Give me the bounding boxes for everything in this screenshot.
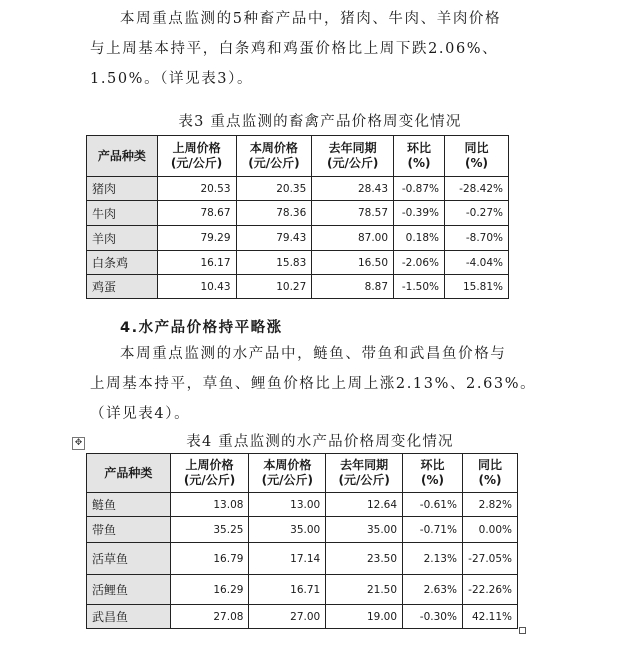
last-week-price: 10.43 xyxy=(157,275,236,299)
table4-header-this-week: 本周价格 (元/公斤) xyxy=(249,454,326,493)
table-row xyxy=(87,275,509,299)
table4-header-last-year: 去年同期 (元/公斤) xyxy=(326,454,403,493)
product-name: 带鱼 xyxy=(87,517,171,543)
table-row xyxy=(87,543,518,575)
yoy-change: -8.70% xyxy=(445,226,509,251)
last-week-price: 13.08 xyxy=(170,493,249,517)
yoy-change: -22.26% xyxy=(462,575,517,605)
table-row xyxy=(87,201,509,226)
table4-header-mom: 环比 (%) xyxy=(403,454,463,493)
this-week-price: 78.36 xyxy=(236,201,312,226)
mom-change: -2.06% xyxy=(394,251,445,275)
table4-header-last-week: 上周价格 (元/公斤) xyxy=(170,454,249,493)
mom-change: -0.30% xyxy=(403,605,463,629)
this-week-price: 16.71 xyxy=(249,575,326,605)
last-year-price: 87.00 xyxy=(312,226,394,251)
last-week-price: 16.79 xyxy=(170,543,249,575)
this-week-price: 15.83 xyxy=(236,251,312,275)
last-week-price: 78.67 xyxy=(157,201,236,226)
table4-header-row xyxy=(87,454,518,493)
section4-heading: 4.水产品价格持平略涨 xyxy=(120,320,283,336)
product-name: 羊肉 xyxy=(87,226,158,251)
section4-line-2: 上周基本持平，草鱼、鲤鱼价格比上周上涨2.13%、2.63%。 xyxy=(90,376,537,392)
table-row xyxy=(87,575,518,605)
yoy-change: -28.42% xyxy=(445,177,509,201)
last-week-price: 35.25 xyxy=(170,517,249,543)
mom-change: -0.87% xyxy=(394,177,445,201)
mom-change: -0.71% xyxy=(403,517,463,543)
last-year-price: 8.87 xyxy=(312,275,394,299)
table-row xyxy=(87,493,518,517)
table3-header-mom: 环比 (%) xyxy=(394,136,445,177)
yoy-change: -4.04% xyxy=(445,251,509,275)
mom-change: -0.61% xyxy=(403,493,463,517)
yoy-change: -27.05% xyxy=(462,543,517,575)
table-row xyxy=(87,517,518,543)
yoy-change: -0.27% xyxy=(445,201,509,226)
this-week-price: 17.14 xyxy=(249,543,326,575)
yoy-change: 0.00% xyxy=(462,517,517,543)
table-row xyxy=(87,251,509,275)
table4-header-product: 产品种类 xyxy=(87,454,171,493)
last-year-price: 23.50 xyxy=(326,543,403,575)
last-year-price: 19.00 xyxy=(326,605,403,629)
last-year-price: 35.00 xyxy=(326,517,403,543)
this-week-price: 20.35 xyxy=(236,177,312,201)
table-resize-handle[interactable] xyxy=(519,627,526,634)
yoy-change: 2.82% xyxy=(462,493,517,517)
mom-change: -1.50% xyxy=(394,275,445,299)
table3-header-row xyxy=(87,136,509,177)
product-name: 牛肉 xyxy=(87,201,158,226)
product-name: 武昌鱼 xyxy=(87,605,171,629)
table-row xyxy=(87,226,509,251)
mom-change: 0.18% xyxy=(394,226,445,251)
intro-line-2: 与上周基本持平，白条鸡和鸡蛋价格比上周下跌2.06%、 xyxy=(90,41,499,57)
yoy-change: 15.81% xyxy=(445,275,509,299)
table-row xyxy=(87,605,518,629)
product-name: 白条鸡 xyxy=(87,251,158,275)
table4-header-yoy: 同比 (%) xyxy=(462,454,517,493)
intro-line-3: 1.50%。（详见表3）。 xyxy=(90,71,254,87)
yoy-change: 42.11% xyxy=(462,605,517,629)
intro-line-1: 本周重点监测的5种畜产品中，猪肉、牛肉、羊肉价格 xyxy=(120,11,502,27)
last-year-price: 21.50 xyxy=(326,575,403,605)
livestock-price-table xyxy=(86,135,509,299)
last-year-price: 12.64 xyxy=(326,493,403,517)
this-week-price: 27.00 xyxy=(249,605,326,629)
intro-paragraph xyxy=(90,4,560,94)
last-week-price: 16.17 xyxy=(157,251,236,275)
mom-change: -0.39% xyxy=(394,201,445,226)
product-name: 猪肉 xyxy=(87,177,158,201)
product-name: 活鲤鱼 xyxy=(87,575,171,605)
section4-line-3: （详见表4）。 xyxy=(90,406,191,422)
last-year-price: 28.43 xyxy=(312,177,394,201)
table3-header-this-week: 本周价格 (元/公斤) xyxy=(236,136,312,177)
last-year-price: 78.57 xyxy=(312,201,394,226)
section4-paragraph xyxy=(90,339,560,429)
last-week-price: 27.08 xyxy=(170,605,249,629)
table3-header-yoy: 同比 (%) xyxy=(445,136,509,177)
last-week-price: 20.53 xyxy=(157,177,236,201)
aquatic-price-table xyxy=(86,453,518,629)
this-week-price: 35.00 xyxy=(249,517,326,543)
product-name: 活草鱼 xyxy=(87,543,171,575)
mom-change: 2.63% xyxy=(403,575,463,605)
table3-header-last-week: 上周价格 (元/公斤) xyxy=(157,136,236,177)
table-row xyxy=(87,177,509,201)
table-move-icon[interactable]: ✥ xyxy=(72,437,85,450)
last-week-price: 79.29 xyxy=(157,226,236,251)
table3-caption: 表3 重点监测的畜禽产品价格周变化情况 xyxy=(178,114,462,130)
table3-header-product: 产品种类 xyxy=(87,136,158,177)
this-week-price: 10.27 xyxy=(236,275,312,299)
last-week-price: 16.29 xyxy=(170,575,249,605)
this-week-price: 13.00 xyxy=(249,493,326,517)
product-name: 鸡蛋 xyxy=(87,275,158,299)
last-year-price: 16.50 xyxy=(312,251,394,275)
table3-header-last-year: 去年同期 (元/公斤) xyxy=(312,136,394,177)
mom-change: 2.13% xyxy=(403,543,463,575)
product-name: 鲢鱼 xyxy=(87,493,171,517)
section4-line-1: 本周重点监测的水产品中，鲢鱼、带鱼和武昌鱼价格与 xyxy=(120,346,507,362)
this-week-price: 79.43 xyxy=(236,226,312,251)
table4-caption: 表4 重点监测的水产品价格周变化情况 xyxy=(186,434,454,450)
